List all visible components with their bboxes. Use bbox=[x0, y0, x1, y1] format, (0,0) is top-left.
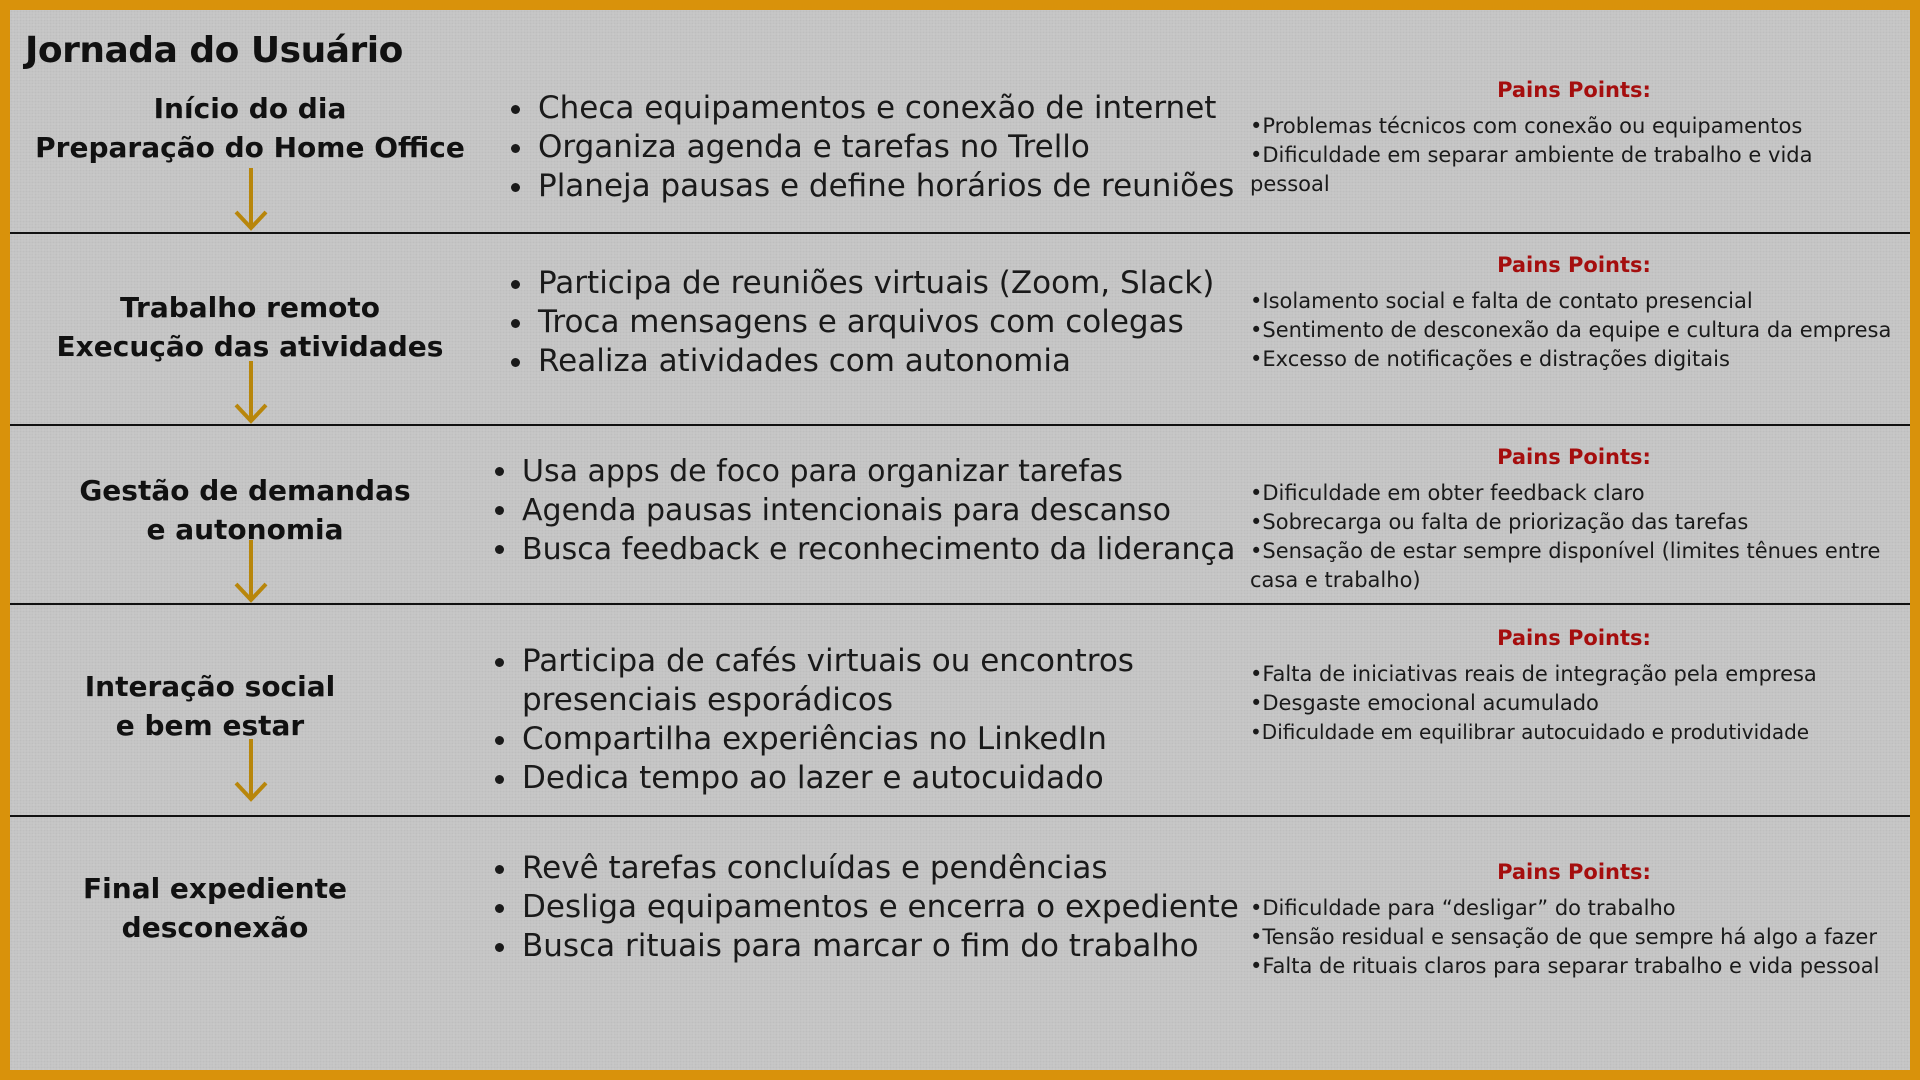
pain-points bbox=[1250, 251, 1898, 374]
pain-item: • Isolamento social e falta de contato presencial bbox=[1250, 287, 1898, 316]
stage-title-line: Preparação do Home Office bbox=[35, 131, 465, 164]
activity-list bbox=[486, 452, 1235, 569]
activity-item: • Busca feedback e reconhecimento da liderança bbox=[520, 530, 1235, 569]
stage-title bbox=[20, 89, 480, 167]
activity-item: • Participa de cafés virtuais ou encontros presenciais esporádicos bbox=[520, 642, 1180, 720]
pain-item: • Dificuldade em separar ambiente de trabalho e vida pessoal bbox=[1250, 141, 1898, 199]
pain-item: • Tensão residual e sensação de que sempre há algo a fazer bbox=[1250, 923, 1898, 952]
pain-list bbox=[1250, 112, 1898, 199]
arrow-down-icon bbox=[231, 166, 271, 234]
activity-item: • Desliga equipamentos e encerra o expediente bbox=[520, 888, 1239, 927]
pain-item: • Falta de rituais claros para separar trabalho e vida pessoal bbox=[1250, 952, 1898, 981]
pains-heading: Pains Points: bbox=[1497, 445, 1651, 469]
activity-item: • Participa de reuniões virtuais (Zoom, Slack) bbox=[536, 264, 1214, 303]
pain-points bbox=[1250, 76, 1898, 199]
stage-title bbox=[10, 667, 410, 745]
arrow-down-icon bbox=[231, 538, 271, 606]
pain-list bbox=[1250, 479, 1898, 595]
pain-item: • Sensação de estar sempre disponível (limites tênues entre casa e trabalho) bbox=[1250, 537, 1898, 595]
pain-item: • Falta de iniciativas reais de integração pela empresa bbox=[1250, 660, 1898, 689]
pain-list bbox=[1250, 287, 1898, 374]
activity-item: • Organiza agenda e tarefas no Trello bbox=[536, 128, 1234, 167]
pains-heading: Pains Points: bbox=[1497, 78, 1651, 102]
stage-row bbox=[10, 605, 1910, 817]
activity-list bbox=[486, 849, 1239, 966]
stage-title-line: Execução das atividades bbox=[56, 330, 444, 363]
pains-heading: Pains Points: bbox=[1497, 253, 1651, 277]
stage-title bbox=[20, 288, 480, 366]
activity-item: • Usa apps de foco para organizar tarefas bbox=[520, 452, 1235, 491]
arrow-down-icon bbox=[231, 359, 271, 427]
activity-item: • Realiza atividades com autonomia bbox=[536, 342, 1214, 381]
stage-title-line: Gestão de demandas bbox=[79, 474, 411, 507]
activity-item: • Agenda pausas intencionais para descanso bbox=[520, 491, 1235, 530]
stage-title-line: desconexão bbox=[121, 911, 309, 944]
activity-list bbox=[502, 264, 1214, 381]
activity-item: • Revê tarefas concluídas e pendências bbox=[520, 849, 1239, 888]
stage-row bbox=[10, 10, 1910, 234]
stage-row bbox=[10, 234, 1910, 426]
activity-item: • Troca mensagens e arquivos com colegas bbox=[536, 303, 1214, 342]
pain-item: • Dificuldade em equilibrar autocuidado e produtividade bbox=[1250, 718, 1898, 747]
stage-title bbox=[20, 869, 410, 947]
pain-item: • Desgaste emocional acumulado bbox=[1250, 689, 1898, 718]
activity-item: • Busca rituais para marcar o fim do trabalho bbox=[520, 927, 1239, 966]
pain-list bbox=[1250, 660, 1898, 747]
stage-title-line: Interação social bbox=[84, 670, 336, 703]
activity-list bbox=[502, 89, 1234, 206]
stage-title-line: e autonomia bbox=[146, 513, 344, 546]
pain-points bbox=[1250, 858, 1898, 981]
pain-item: • Problemas técnicos com conexão ou equipamentos bbox=[1250, 112, 1898, 141]
pain-list bbox=[1250, 894, 1898, 981]
stage-title-line: Trabalho remoto bbox=[119, 291, 380, 324]
stage-row bbox=[10, 817, 1910, 1070]
pain-item: • Dificuldade para “desligar” do trabalho bbox=[1250, 894, 1898, 923]
pain-points bbox=[1250, 624, 1898, 747]
activity-item: • Compartilha experiências no LinkedIn bbox=[520, 720, 1180, 759]
pain-item: • Sentimento de desconexão da equipe e cultura da empresa bbox=[1250, 316, 1898, 345]
pains-heading: Pains Points: bbox=[1497, 626, 1651, 650]
page-title: Jornada do Usuário bbox=[25, 30, 403, 71]
pain-item: • Sobrecarga ou falta de priorização das tarefas bbox=[1250, 508, 1898, 537]
stage-title-line: Início do dia bbox=[153, 92, 347, 125]
activity-list bbox=[486, 642, 1180, 798]
activity-item: • Checa equipamentos e conexão de internet bbox=[536, 89, 1234, 128]
pain-item: • Excesso de notificações e distrações digitais bbox=[1250, 345, 1898, 374]
stage-title-line: Final expediente bbox=[83, 872, 347, 905]
pains-heading: Pains Points: bbox=[1497, 860, 1651, 884]
journey-board bbox=[10, 10, 1910, 1070]
stage-title-line: e bem estar bbox=[115, 709, 305, 742]
arrow-down-icon bbox=[231, 737, 271, 805]
activity-item: • Planeja pausas e define horários de reuniões bbox=[536, 167, 1234, 206]
stage-row bbox=[10, 426, 1910, 605]
pain-points bbox=[1250, 443, 1898, 595]
activity-item: • Dedica tempo ao lazer e autocuidado bbox=[520, 759, 1180, 798]
pain-item: • Dificuldade em obter feedback claro bbox=[1250, 479, 1898, 508]
